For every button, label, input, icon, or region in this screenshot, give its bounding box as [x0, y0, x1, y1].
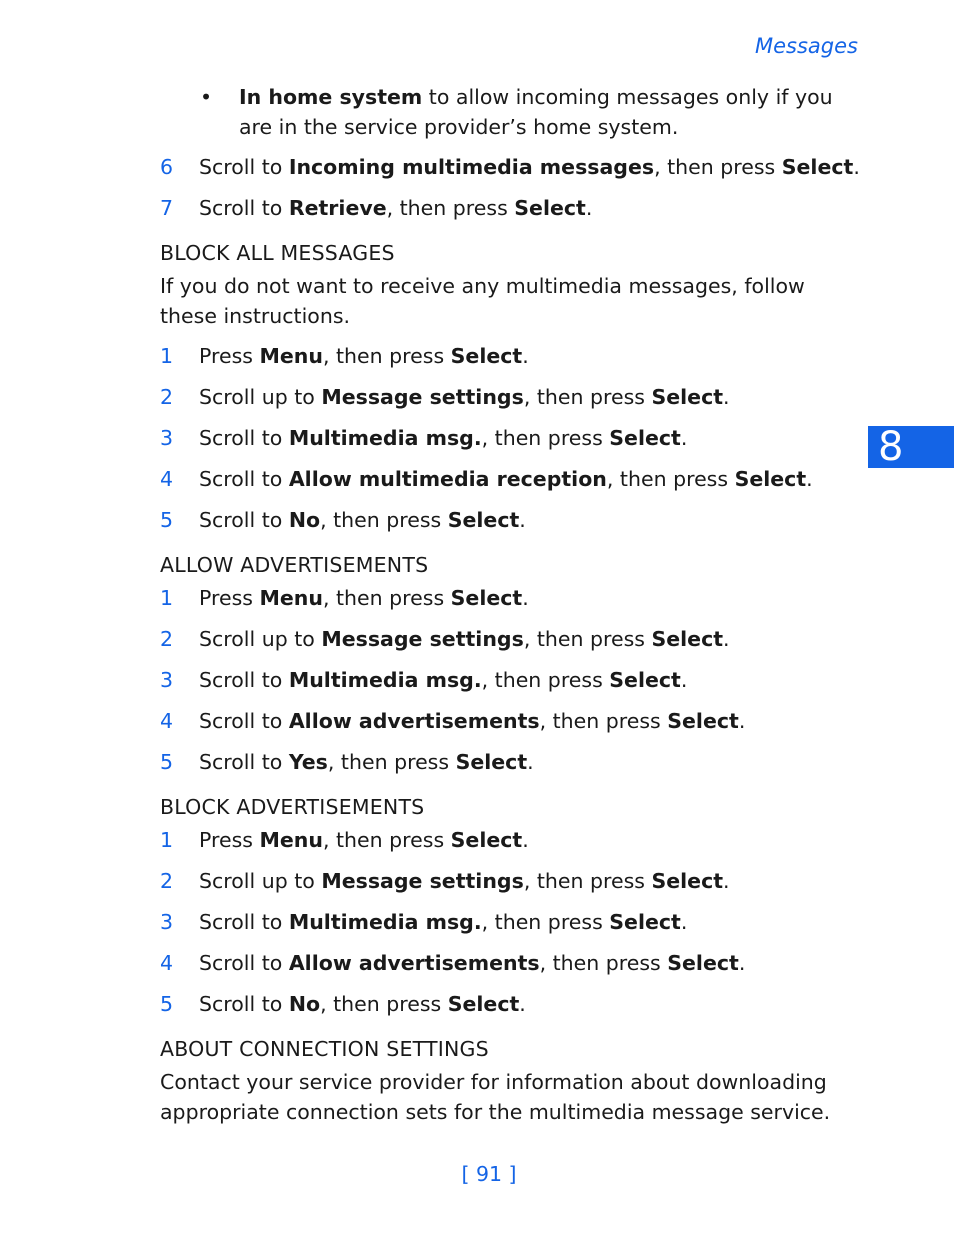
- step-number: 2: [160, 869, 174, 893]
- bullet-bold: In home system: [239, 85, 423, 109]
- step-number: 3: [160, 910, 174, 934]
- heading-about-connection-settings: ABOUT CONNECTION SETTINGS: [160, 1037, 489, 1061]
- step-text-bold: Menu: [259, 586, 323, 610]
- step-text-pre: Press: [199, 828, 260, 852]
- step-text-mid: , then press: [481, 668, 610, 692]
- step-text-bold: Select: [450, 586, 523, 610]
- step-number: 5: [160, 508, 174, 532]
- step-text-bold: Allow advertisements: [288, 709, 540, 733]
- step-number: 4: [160, 709, 174, 733]
- step-number: 5: [160, 992, 174, 1016]
- step-item: [160, 193, 860, 223]
- step-item: [160, 747, 860, 777]
- step-item: [160, 825, 860, 855]
- step-text-bold: Multimedia msg.: [288, 668, 482, 692]
- block-all-steps: [160, 341, 860, 535]
- top-steps: [160, 152, 860, 223]
- step-item: [160, 948, 860, 978]
- step-text-mid: , then press: [322, 344, 451, 368]
- step-text-mid: , then press: [320, 992, 448, 1016]
- step-text-bold: Incoming multimedia messages: [288, 155, 655, 179]
- step-text-pre: Scroll to: [199, 709, 289, 733]
- heading-block-all-messages: BLOCK ALL MESSAGES: [160, 241, 395, 265]
- step-text-mid: , then press: [523, 385, 652, 409]
- step-text-bold: Select: [651, 627, 724, 651]
- step-text-bold: Select: [667, 709, 739, 733]
- step-item: [160, 464, 860, 494]
- step-text-bold: Multimedia msg.: [288, 910, 482, 934]
- step-text-mid: , then press: [386, 196, 515, 220]
- step-text-pre: Scroll to: [199, 155, 289, 179]
- step-number: 6: [160, 155, 174, 179]
- page-number: [ 91 ]: [461, 1162, 517, 1186]
- chapter-number: 8: [878, 424, 904, 470]
- step-text-bold: Message settings: [321, 385, 524, 409]
- step-text-end: .: [806, 467, 813, 491]
- step-text-pre: Scroll to: [199, 951, 289, 975]
- step-text-bold: Multimedia msg.: [288, 426, 482, 450]
- step-text-bold: Select: [447, 992, 520, 1016]
- step-text-pre: Scroll to: [199, 750, 289, 774]
- step-text-pre: Scroll to: [199, 910, 289, 934]
- bullet-mark: •: [200, 85, 213, 109]
- running-head: Messages: [755, 34, 858, 58]
- step-number: 3: [160, 426, 174, 450]
- bullet-item: [160, 82, 860, 142]
- step-text-end: .: [853, 155, 860, 179]
- step-text-bold: Select: [447, 508, 520, 532]
- allow-ads-steps: [160, 583, 860, 777]
- step-text-mid: , then press: [320, 508, 448, 532]
- step-text-bold: Select: [667, 951, 739, 975]
- step-text-mid: , then press: [481, 910, 610, 934]
- step-text-mid: , then press: [606, 467, 735, 491]
- step-text-pre: Press: [199, 344, 260, 368]
- step-text-bold: Menu: [259, 828, 323, 852]
- step-item: [160, 423, 860, 453]
- step-text-end: .: [723, 385, 730, 409]
- step-number: 1: [160, 344, 174, 368]
- step-item: [160, 583, 860, 613]
- step-text-bold: Menu: [259, 344, 323, 368]
- step-text-pre: Press: [199, 586, 260, 610]
- step-number: 7: [160, 196, 174, 220]
- step-number: 2: [160, 385, 174, 409]
- step-text-bold: Select: [450, 344, 523, 368]
- step-item: [160, 505, 860, 535]
- step-text-bold: Select: [781, 155, 854, 179]
- step-item: [160, 665, 860, 695]
- step-item: [160, 989, 860, 1019]
- step-text-pre: Scroll to: [199, 508, 289, 532]
- step-text-bold: No: [288, 992, 321, 1016]
- chapter-tab: [868, 426, 954, 468]
- step-item: [160, 706, 860, 736]
- step-text-bold: Select: [651, 869, 724, 893]
- step-text-pre: Scroll up to: [199, 627, 322, 651]
- step-text-end: .: [723, 627, 730, 651]
- step-text-pre: Scroll to: [199, 467, 289, 491]
- step-text-end: .: [519, 508, 526, 532]
- step-text-bold: Yes: [288, 750, 328, 774]
- step-text-bold: Select: [609, 668, 681, 692]
- step-text-mid: , then press: [322, 828, 451, 852]
- step-text-pre: Scroll to: [199, 668, 289, 692]
- step-text-end: .: [519, 992, 526, 1016]
- step-text-mid: , then press: [481, 426, 610, 450]
- step-text-mid: , then press: [539, 709, 668, 733]
- step-text-end: .: [522, 828, 529, 852]
- step-text-end: .: [680, 426, 688, 450]
- step-text-bold: Select: [651, 385, 724, 409]
- step-item: [160, 152, 860, 182]
- step-text-end: .: [527, 750, 534, 774]
- page-content: [160, 82, 860, 1137]
- step-text-end: .: [723, 869, 730, 893]
- step-text-bold: Select: [609, 426, 681, 450]
- step-text-mid: , then press: [327, 750, 456, 774]
- step-text-mid: , then press: [523, 627, 652, 651]
- step-text-bold: No: [288, 508, 321, 532]
- step-number: 1: [160, 828, 174, 852]
- step-text-mid: , then press: [654, 155, 782, 179]
- step-item: [160, 382, 860, 412]
- step-text-bold: Message settings: [321, 627, 524, 651]
- step-text-end: .: [738, 951, 746, 975]
- step-number: 1: [160, 586, 174, 610]
- step-item: [160, 907, 860, 937]
- step-text-bold: Select: [514, 196, 586, 220]
- step-text-bold: Allow multimedia reception: [288, 467, 607, 491]
- step-number: 4: [160, 951, 174, 975]
- step-text-bold: Retrieve: [288, 196, 387, 220]
- step-number: 3: [160, 668, 174, 692]
- step-text-end: .: [585, 196, 593, 220]
- step-item: [160, 341, 860, 371]
- step-text-pre: Scroll up to: [199, 385, 322, 409]
- step-number: 2: [160, 627, 174, 651]
- step-text-end: .: [680, 668, 688, 692]
- heading-block-advertisements: BLOCK ADVERTISEMENTS: [160, 795, 425, 819]
- step-text-bold: Select: [734, 467, 807, 491]
- step-text-mid: , then press: [322, 586, 451, 610]
- step-text-pre: Scroll to: [199, 992, 289, 1016]
- block-ads-steps: [160, 825, 860, 1019]
- step-text-bold: Message settings: [321, 869, 524, 893]
- step-text-end: .: [738, 709, 746, 733]
- block-all-intro: If you do not want to receive any multimedia messages, follow these instructions.: [160, 274, 805, 328]
- step-text-bold: Select: [450, 828, 523, 852]
- step-text-pre: Scroll to: [199, 426, 289, 450]
- step-text-end: .: [680, 910, 688, 934]
- step-item: [160, 624, 860, 654]
- step-text-bold: Select: [609, 910, 681, 934]
- step-text-pre: Scroll up to: [199, 869, 322, 893]
- bullet-text: to allow incoming messages only if you are in the service provider’s home system.: [239, 85, 833, 139]
- step-text-pre: Scroll to: [199, 196, 289, 220]
- step-number: 4: [160, 467, 174, 491]
- connection-text: Contact your service provider for information about downloading appropriate connection sets for the multimedia message service.: [160, 1070, 831, 1124]
- step-text-bold: Allow advertisements: [288, 951, 540, 975]
- heading-allow-advertisements: ALLOW ADVERTISEMENTS: [160, 553, 429, 577]
- step-text-end: .: [522, 344, 529, 368]
- step-text-end: .: [522, 586, 529, 610]
- step-text-mid: , then press: [523, 869, 652, 893]
- step-item: [160, 866, 860, 896]
- step-number: 5: [160, 750, 174, 774]
- step-text-mid: , then press: [539, 951, 668, 975]
- step-text-bold: Select: [455, 750, 528, 774]
